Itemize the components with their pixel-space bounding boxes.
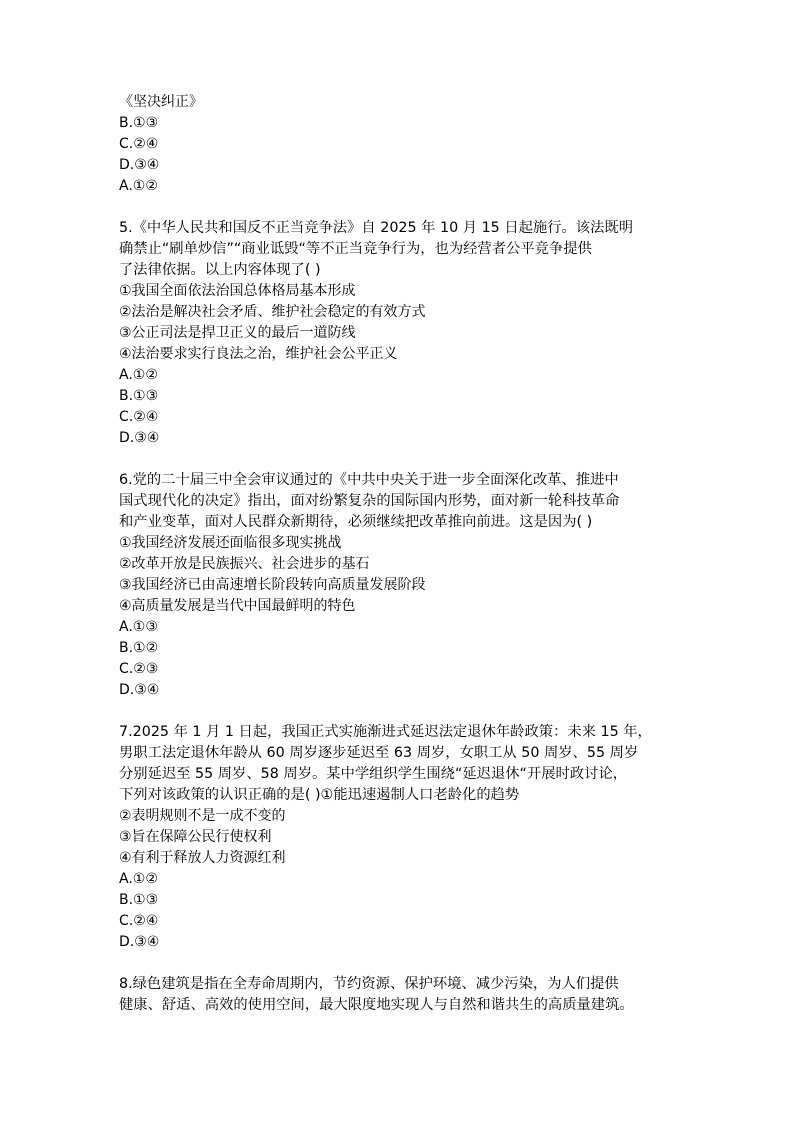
statement: ④法治要求实行良法之治，维护社会公平正义 [119,346,398,362]
question-7 [119,722,679,953]
option: A.①② [119,178,158,194]
spacer [119,197,679,218]
question-stem-line: 男职工法定退休年龄从 60 周岁逐步延迟至 63 周岁，女职工从 50 周岁、55 周岁 [119,745,639,761]
question-stem-line: 6.党的二十届三中全会审议通过的《中共中央关于进一步全面深化改革、推进中 [119,472,619,488]
question-stem-line: 确禁止“刷单炒信”“商业诋毁“等不正当竞争行为，也为经营者公平竞争提供 [119,241,592,257]
spacer [119,701,679,722]
statement: ③旨在保障公民行使权利 [119,829,272,845]
option: C.②④ [119,409,159,425]
statement: ④高质量发展是当代中国最鲜明的特色 [119,598,356,614]
option: C.②③ [119,661,159,677]
statement: ①我国经济发展还面临很多现实挑战 [119,535,342,551]
question-8 [119,974,679,1016]
option: D.③④ [119,430,160,446]
option: D.③④ [119,157,160,173]
statement: ①我国全面依法治国总体格局基本形成 [119,283,356,299]
statement: ③我国经济已由高速增长阶段转向高质量发展阶段 [119,577,426,593]
option: B.①③ [119,115,159,131]
document-page [119,92,679,1016]
previous-question-tail [119,92,679,197]
question-fragment: 《坚决纠正》 [119,94,203,110]
option: A.①② [119,871,158,887]
question-stem-line: 和产业变革，面对人民群众新期待，必须继续把改革推向前进。这是因为( ) [119,514,593,530]
question-5 [119,218,679,449]
question-6 [119,470,679,701]
option: C.②④ [119,913,159,929]
question-stem-line: 5.《中华人民共和国反不正当竞争法》自 2025 年 10 月 15 日起施行。该法既明 [119,220,633,236]
option: C.②④ [119,136,159,152]
question-stem-line: 健康、舒适、高效的使用空间，最大限度地实现人与自然和谐共生的高质量建筑。 [119,997,634,1013]
option: B.①② [119,640,159,656]
question-stem-line: 8.绿色建筑是指在全寿命周期内，节约资源、保护环境、减少污染，为人们提供 [119,976,619,992]
statement: ②法治是解决社会矛盾、维护社会稳定的有效方式 [119,304,426,320]
option: D.③④ [119,934,160,950]
question-stem-line: 了法律依据。以上内容体现了( ) [119,262,321,278]
option: B.①③ [119,388,159,404]
statement: ②表明规则不是一成不变的 [119,808,286,824]
option: A.①③ [119,619,158,635]
statement: ④有利于释放人力资源红利 [119,850,286,866]
option: A.①② [119,367,158,383]
statement: ③公正司法是捍卫正义的最后一道防线 [119,325,356,341]
question-stem-line: 分别延迟至 55 周岁、58 周岁。某中学组织学生围绕“延迟退休“开展时政讨论， [119,766,628,782]
spacer [119,953,679,974]
option: B.①③ [119,892,159,908]
question-stem-line: 国式现代化的决定》指出，面对纷繁复杂的国际国内形势，面对新一轮科技革命 [119,493,620,509]
question-stem-line: 下列对该政策的认识正确的是( )①能迅速遏制人口老龄化的趋势 [119,787,520,803]
question-stem-line: 7.2025 年 1 月 1 日起，我国正式实施渐进式延迟法定退休年龄政策：未来 15 年， [119,724,652,740]
spacer [119,449,679,470]
option: D.③④ [119,682,160,698]
statement: ②改革开放是民族振兴、社会进步的基石 [119,556,370,572]
